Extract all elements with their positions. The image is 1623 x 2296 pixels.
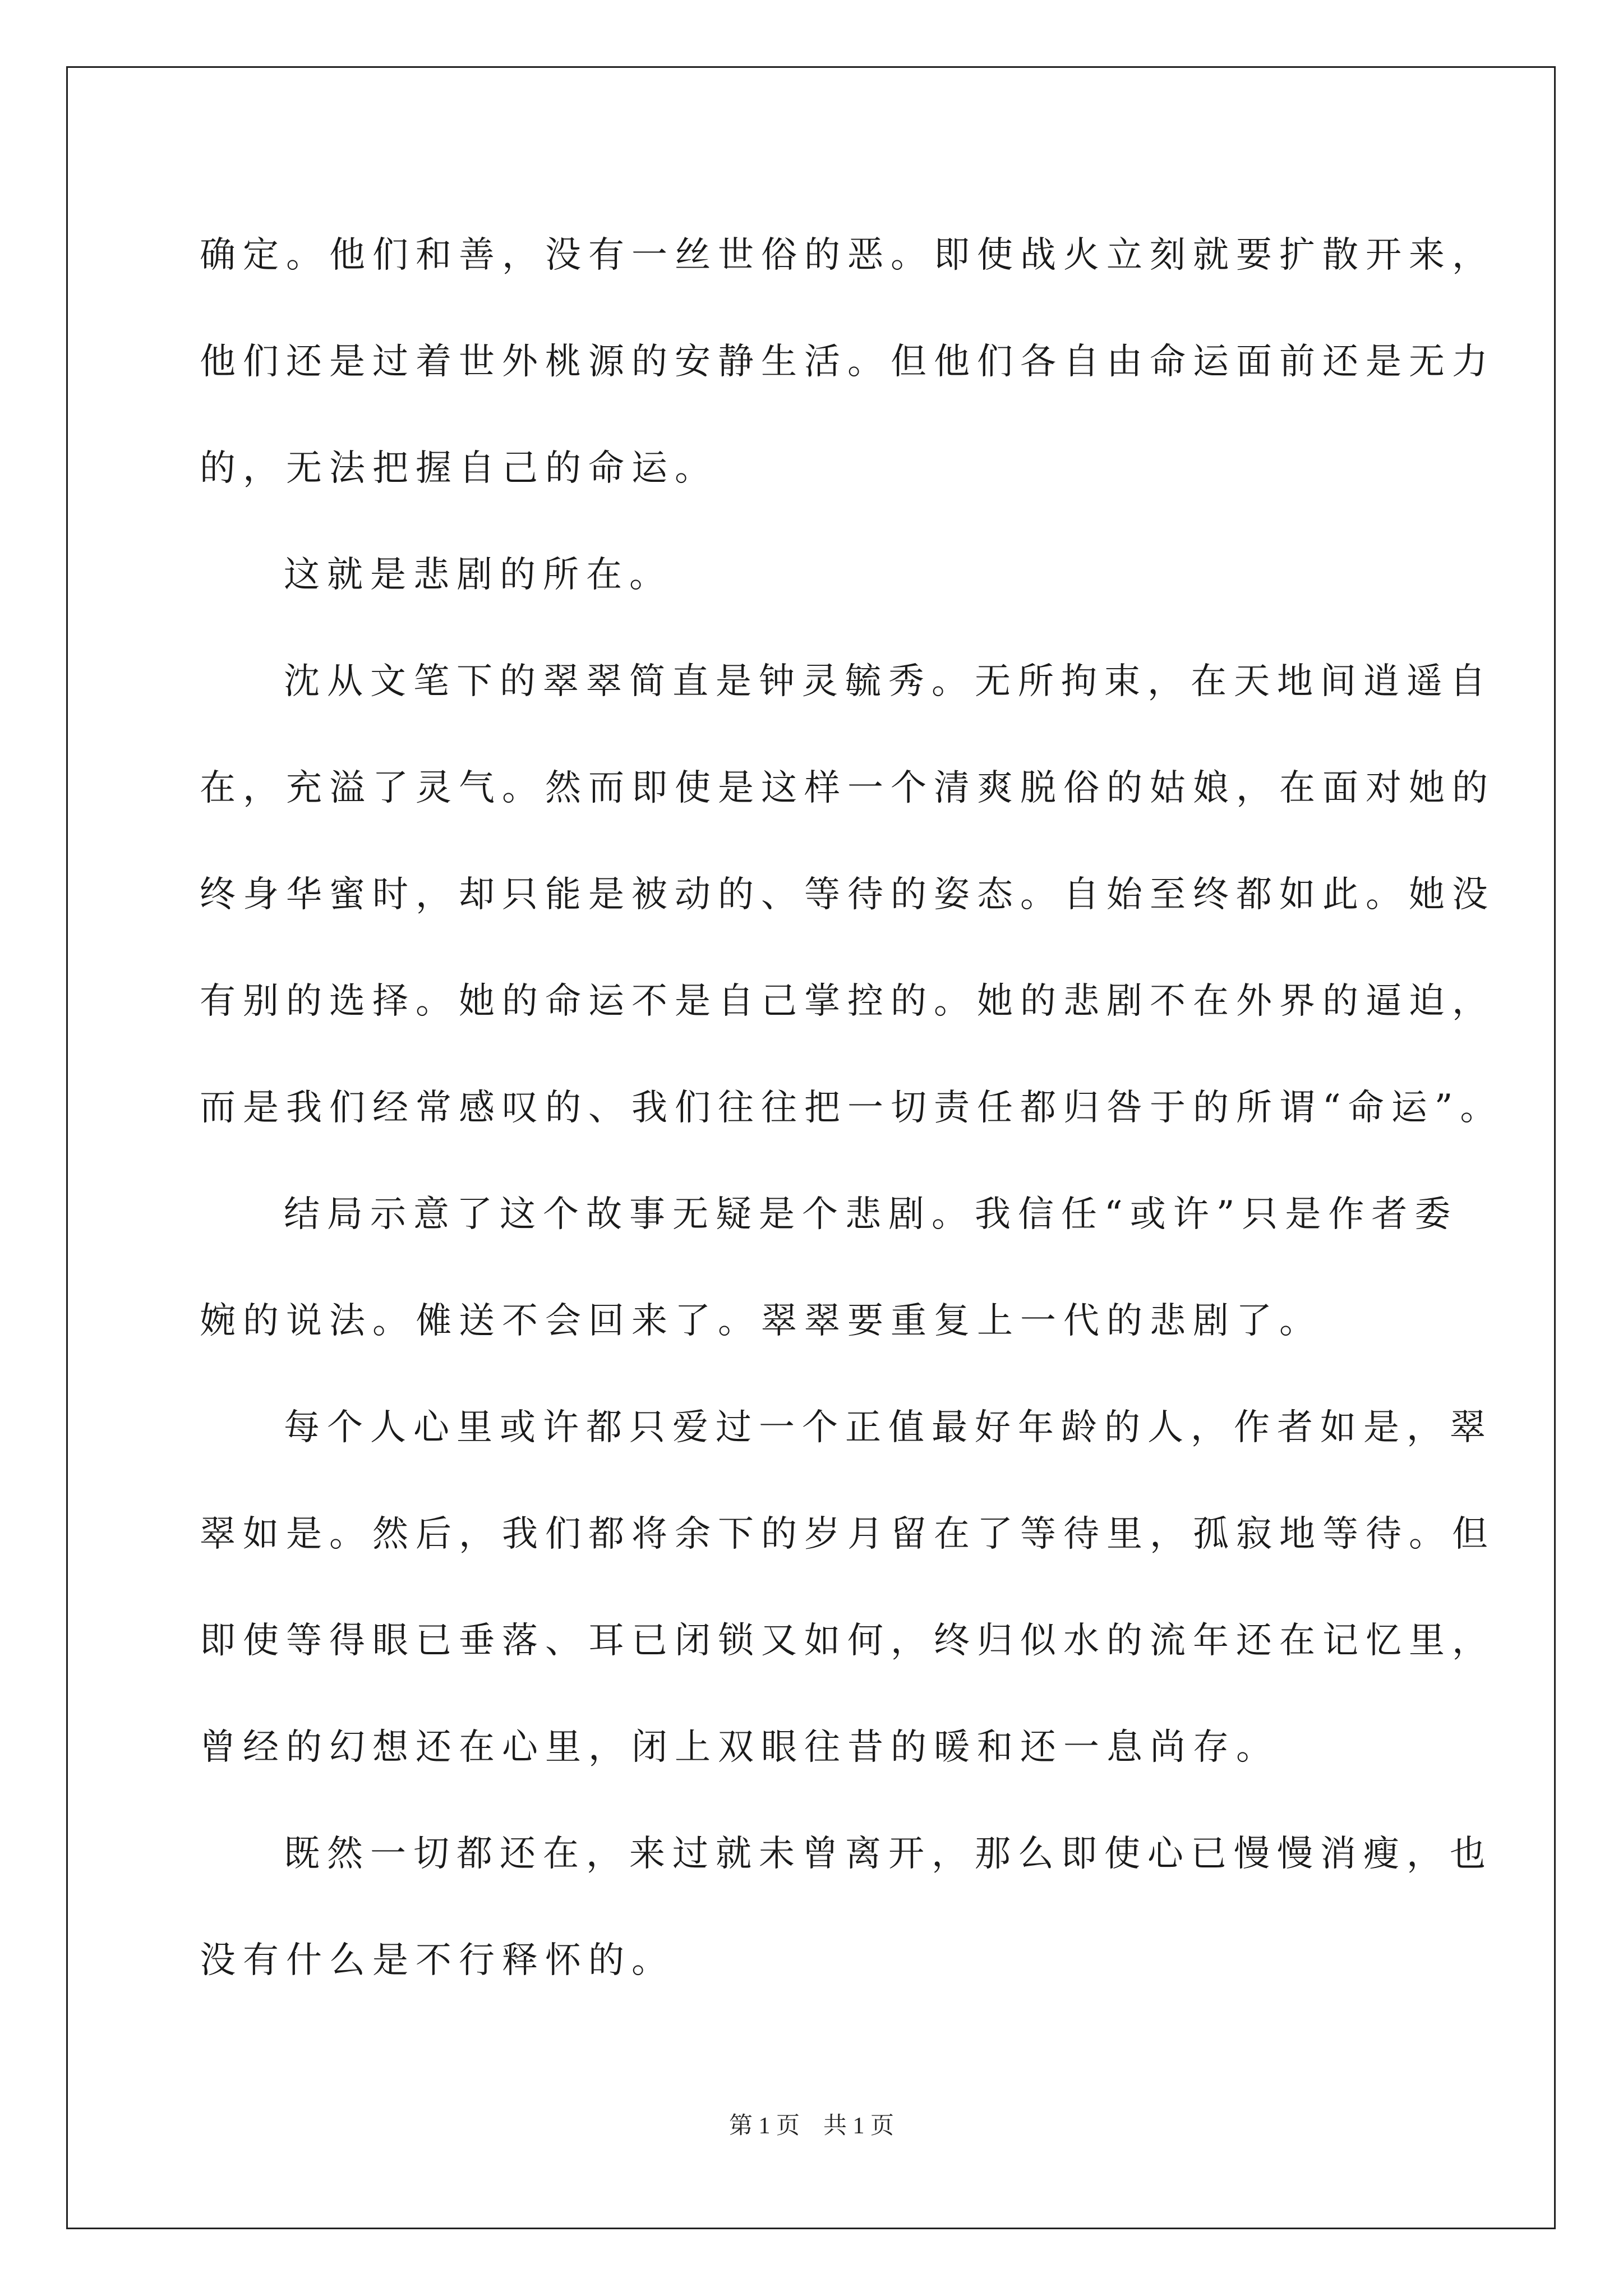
text-line: 沈从文笔下的翠翠简直是钟灵毓秀。无所拘束，在天地间逍遥自 — [284, 661, 1493, 702]
text-line: 曾经的幻想还在心里，闭上双眼往昔的暖和还一息尚存。 — [200, 1727, 1279, 1768]
text-line: 而是我们经常感叹的、我们往往把一切责任都归咎于的所谓“命运”。 — [200, 1087, 1504, 1129]
document-body — [200, 202, 1504, 2014]
text-line: 没有什么是不行释怀的。 — [200, 1940, 675, 1981]
text-line: 结局示意了这个故事无疑是个悲剧。我信任“或许”只是作者委 — [284, 1194, 1458, 1235]
text-line: 的，无法把握自己的命运。 — [200, 448, 718, 489]
text-line: 每个人心里或许都只爱过一个正值最好年龄的人，作者如是，翠 — [284, 1407, 1493, 1448]
text-line: 即使等得眼已垂落、耳已闭锁又如何，终归似水的流年还在记忆里， — [200, 1620, 1495, 1662]
text-line: 他们还是过着世外桃源的安静生活。但他们各自由命运面前还是无力 — [200, 341, 1495, 383]
text-line: 在，充溢了灵气。然而即使是这样一个清爽脱俗的姑娘，在面对她的 — [200, 767, 1495, 809]
text-line: 确定。他们和善，没有一丝世俗的恶。即使战火立刻就要扩散开来， — [200, 234, 1495, 276]
page-number-footer: 第 1 页 共 1 页 — [728, 2113, 894, 2139]
text-line: 婉的说法。傩送不会回来了。翠翠要重复上一代的悲剧了。 — [200, 1300, 1322, 1342]
text-line: 翠如是。然后，我们都将余下的岁月留在了等待里，孤寂地等待。但 — [200, 1513, 1495, 1555]
text-line: 这就是悲剧的所在。 — [284, 554, 672, 596]
text-line: 终身华蜜时，却只能是被动的、等待的姿态。自始至终都如此。她没 — [200, 874, 1495, 915]
text-line: 既然一切都还在，来过就未曾离开，那么即使心已慢慢消瘦，也 — [284, 1833, 1493, 1875]
text-line: 有别的选择。她的命运不是自己掌控的。她的悲剧不在外界的逼迫， — [200, 981, 1495, 1022]
